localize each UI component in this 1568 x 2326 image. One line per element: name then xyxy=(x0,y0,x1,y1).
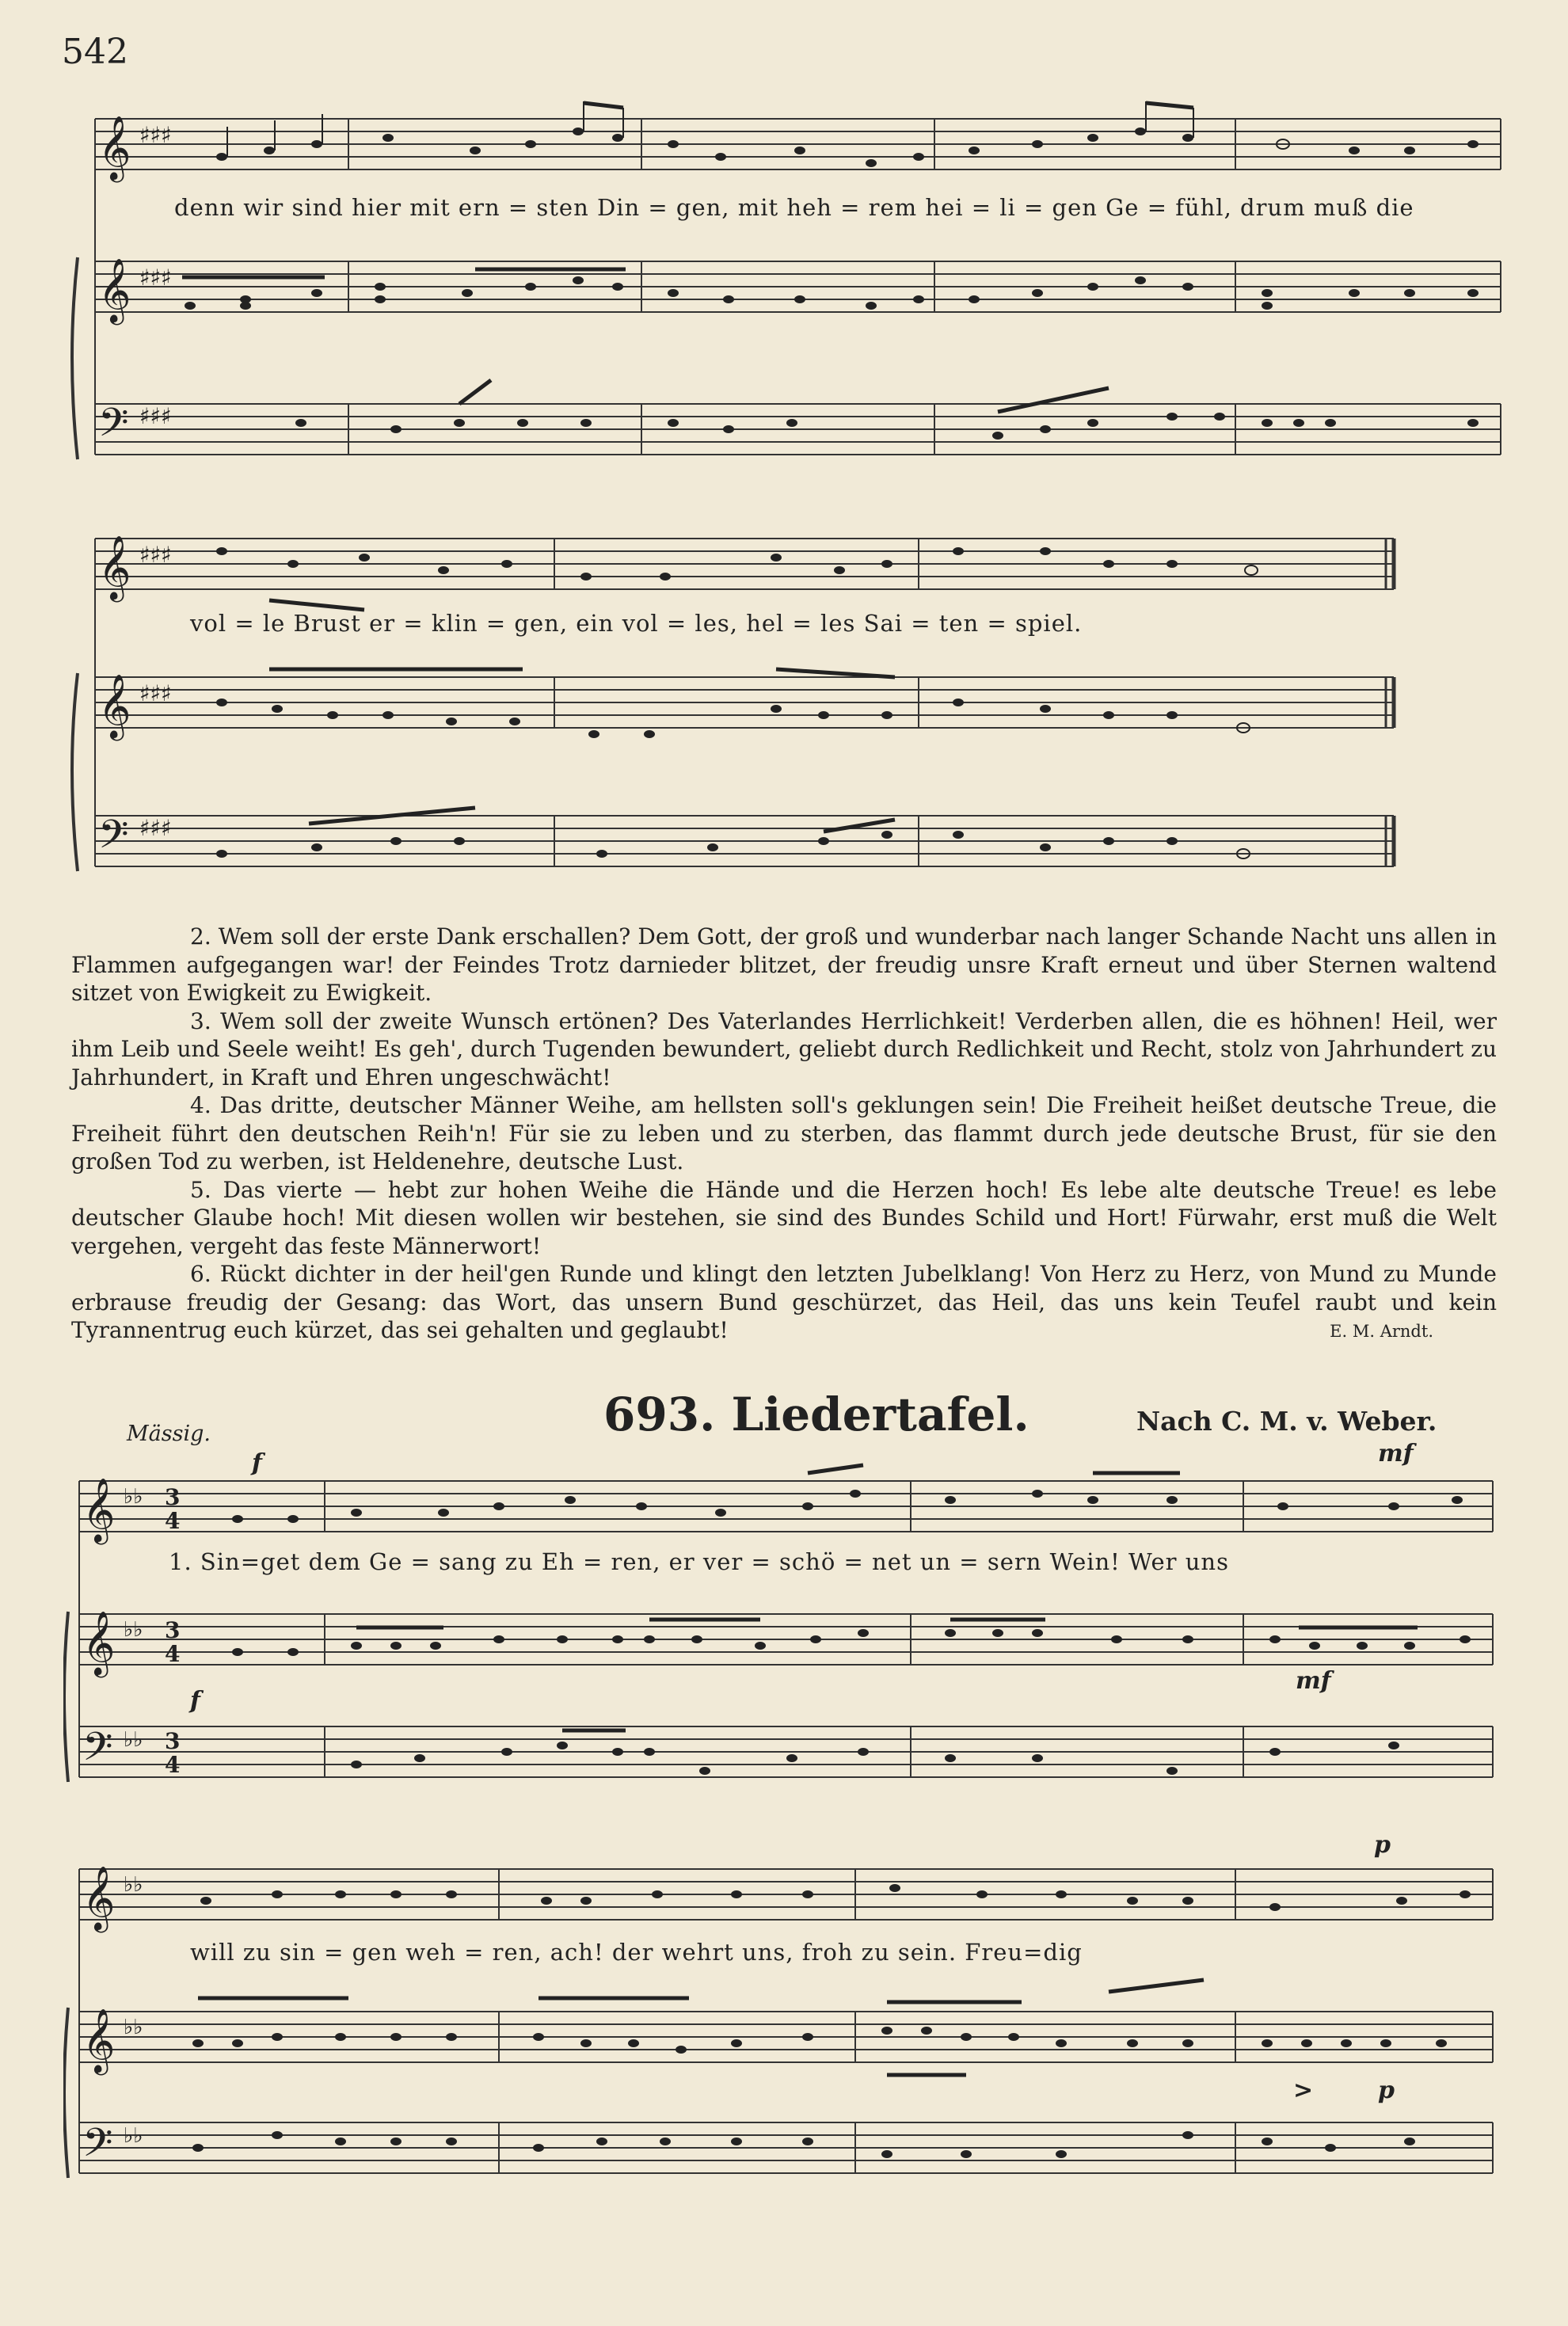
verse-4: 4. Das dritte, deutscher Männer Weihe, am hellsten soll's geklungen sein! Die Freiheit heißet deutsche Treue, die Freiheit führt den deutschen Reih'n! Für sie zu leben und zu sterben, das flammt durch jede deutsche Brust, für sie den großen Tod zu werben, ist Heldenehre, deutsche Lust. xyxy=(71,1092,1497,1174)
song2-lyrics-line2: will zu sin = gen weh = ren, ach! der wehrt uns, froh zu sein. Freu=dig xyxy=(190,1939,1083,1966)
piano-bass-staff xyxy=(95,816,1394,866)
score-system-2 xyxy=(63,507,1505,903)
song2-lyrics-line1: 1. Sin=get dem Ge = sang zu Eh = ren, er ver = schö = net un = sern Wein! Wer uns xyxy=(169,1548,1229,1575)
svg-text:♯♯♯: ♯♯♯ xyxy=(139,815,172,841)
verse-text xyxy=(71,923,1497,1346)
svg-text:𝄢: 𝄢 xyxy=(98,812,129,867)
svg-text:3: 3 xyxy=(165,1484,181,1510)
score-system-1 xyxy=(63,87,1505,475)
dynamic-forte: f xyxy=(252,1449,262,1477)
svg-text:𝄞: 𝄞 xyxy=(82,2008,116,2073)
svg-text:𝄞: 𝄞 xyxy=(82,1610,116,1675)
svg-text:𝄞: 𝄞 xyxy=(82,1865,116,1930)
svg-text:𝄢: 𝄢 xyxy=(82,1724,113,1780)
tempo-marking: Mässig. xyxy=(127,1422,211,1446)
composer-credit: Nach C. M. v. Weber. xyxy=(1136,1406,1437,1437)
verse-author: E. M. Arndt. xyxy=(1330,1321,1433,1341)
svg-text:♯♯♯: ♯♯♯ xyxy=(139,265,172,291)
page-number: 542 xyxy=(62,32,128,72)
svg-text:♭♭: ♭♭ xyxy=(124,1873,143,1897)
svg-text:𝄞: 𝄞 xyxy=(82,1477,116,1542)
song1-lyrics-line2: vol = le Brust er = klin = gen, ein vol = les, hel = les Sai = ten = spiel. xyxy=(190,610,1083,637)
treble-clef: 𝄞 xyxy=(98,257,131,322)
verse-5: 5. Das vierte — hebt zur hohen Weihe die Hände und die Herzen hoch! Es lebe alte deutsche Treue! es lebe deutscher Glaube hoch! Mit diesen wollen wir bestehen, sie sind des Bundes Schild und Hort! Fürwahr, erst muß die Welt vergehen, vergeht das feste Männerwort! xyxy=(71,1176,1497,1259)
dynamic-mezzoforte: mf xyxy=(1296,1667,1331,1695)
svg-text:4: 4 xyxy=(165,1752,181,1778)
dynamic-accent: > xyxy=(1293,2077,1314,2104)
svg-text:♯♯♯: ♯♯♯ xyxy=(139,403,172,429)
svg-text:𝄞: 𝄞 xyxy=(98,535,131,600)
voice-staff xyxy=(79,1869,1493,1920)
verse-3: 3. Wem soll der zweite Wunsch ertönen? Des Vaterlandes Herrlichkeit! Verderben allen, die es höhnen! Heil, wer ihm Leib und Seele weiht! Es geh', durch Tugenden bewundert, geliebt durch Redlichkeit und Recht, stolz von Jahrhundert zu Jahrhundert, in Kraft und Ehren ungeschwächt! xyxy=(71,1007,1497,1091)
svg-text:♭♭: ♭♭ xyxy=(124,2016,143,2039)
score-system-4 xyxy=(63,1845,1505,2194)
svg-text:4: 4 xyxy=(165,1641,181,1667)
dynamic-piano: p xyxy=(1378,2077,1395,2104)
svg-text:♭♭: ♭♭ xyxy=(124,2124,143,2148)
dynamic-mezzoforte: mf xyxy=(1378,1440,1414,1468)
svg-text:♯♯♯: ♯♯♯ xyxy=(139,542,172,568)
svg-text:3: 3 xyxy=(165,1617,181,1643)
piano-bass-staff xyxy=(79,1726,1493,1777)
score-system-3 xyxy=(63,1457,1505,1806)
bass-clef: 𝄢 xyxy=(98,400,129,455)
dynamic-piano: p xyxy=(1374,1831,1391,1859)
piano-bass-staff xyxy=(95,404,1501,455)
verse-2: 2. Wem soll der erste Dank erschallen? Dem Gott, der groß und wunderbar nach langer Schande Nacht uns allen in Flammen aufgegangen war! der Feindes Trotz darnieder blitzet, der freudig unsre Kraft erneut und über Sternen waltend sitzet von Ewigkeit zu Ewigkeit. xyxy=(71,923,1497,1006)
svg-text:♭♭: ♭♭ xyxy=(124,1728,143,1752)
svg-text:♭♭: ♭♭ xyxy=(124,1485,143,1509)
treble-clef: 𝄞 xyxy=(98,115,131,180)
svg-text:♭♭: ♭♭ xyxy=(124,1618,143,1642)
verse-6: 6. Rückt dichter in der heil'gen Runde und klingt den letzten Jubelklang! Von Herz zu Herz, von Mund zu Munde erbrause freudig der Gesang: das Wort, das unsern Bund geschürzet, das Heil, das uns kein Teufel raubt und kein Tyrannentrug euch kürzet, das sei gehalten und geglaubt! xyxy=(71,1261,1497,1343)
piano-treble-staff xyxy=(95,677,1394,728)
piano-treble-staff xyxy=(95,261,1501,312)
dynamic-forte: f xyxy=(190,1687,200,1715)
svg-text:♯♯♯: ♯♯♯ xyxy=(139,122,172,148)
song-title: 693. Liedertafel. xyxy=(603,1388,1029,1441)
song1-lyrics-line1: denn wir sind hier mit ern = sten Din = gen, mit heh = rem hei = li = gen Ge = fühl, drum muß die xyxy=(174,194,1414,221)
svg-text:4: 4 xyxy=(165,1508,181,1534)
piano-treble-staff xyxy=(79,1614,1493,1665)
piano-treble-staff xyxy=(79,2012,1493,2062)
piano-bass-staff xyxy=(79,2122,1493,2173)
svg-text:𝄞: 𝄞 xyxy=(98,673,131,738)
svg-text:3: 3 xyxy=(165,1728,181,1754)
svg-text:♯♯♯: ♯♯♯ xyxy=(139,680,172,706)
svg-text:𝄢: 𝄢 xyxy=(82,2120,113,2176)
